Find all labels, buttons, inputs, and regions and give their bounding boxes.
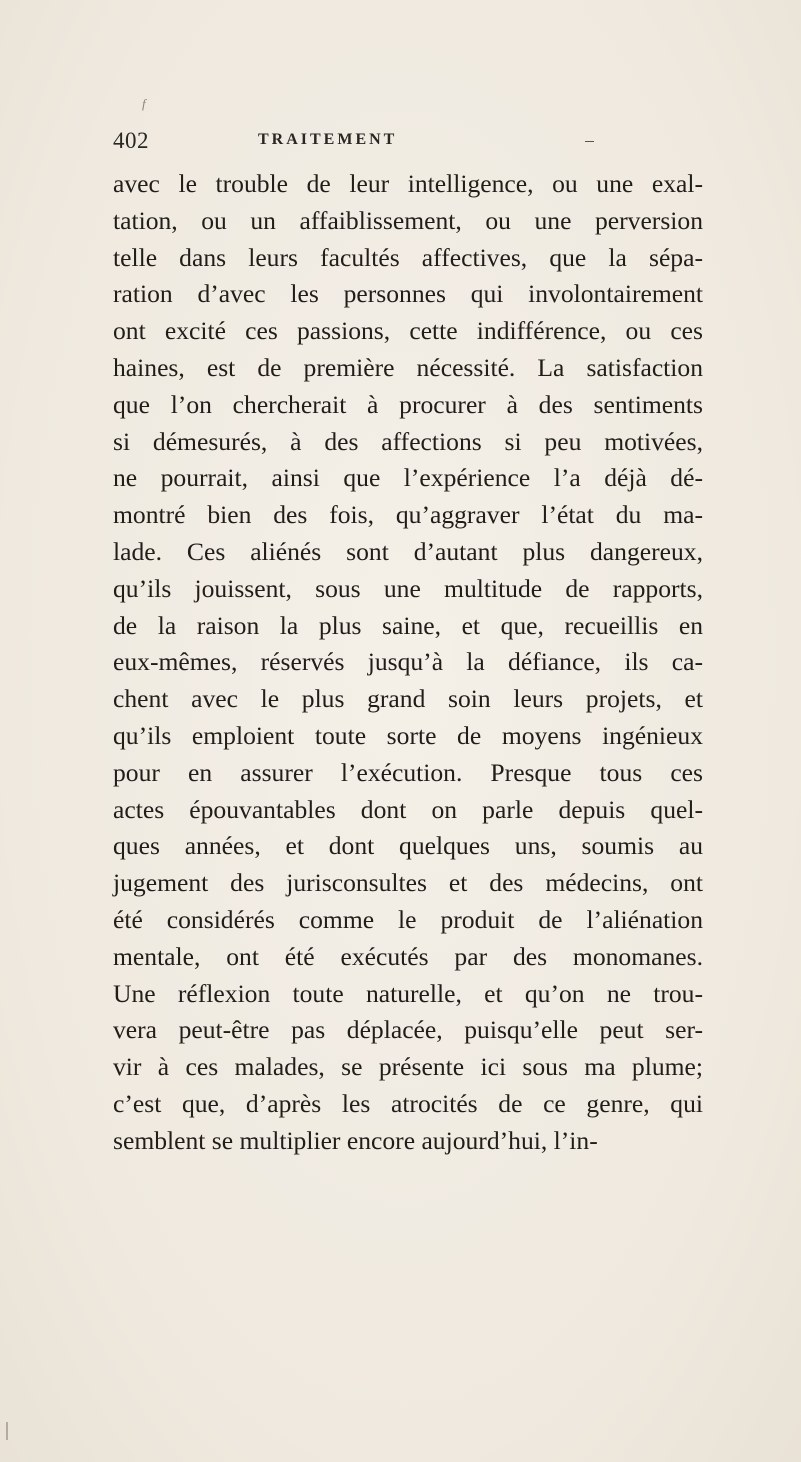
text-line: montré bien des fois, qu’aggraver l’état du ma- xyxy=(113,500,703,530)
text-line: ques années, et dont quelques uns, soumis au xyxy=(113,831,703,861)
text-line: telle dans leurs facultés affectives, que la sépa- xyxy=(113,242,703,272)
text-line: ration d’avec les personnes qui involontairement xyxy=(113,279,703,309)
header-dash xyxy=(585,141,594,142)
text-line: de la raison la plus saine, et que, recueillis en xyxy=(113,610,703,640)
text-line: que l’on chercherait à procurer à des sentiments xyxy=(113,389,703,419)
text-line: vir à ces malades, se présente ici sous ma plume; xyxy=(113,1052,703,1082)
text-line: tation, ou un affaiblissement, ou une perversion xyxy=(113,205,703,235)
text-line: si démesurés, à des affections si peu motivées, xyxy=(113,426,703,456)
text-line: lade. Ces aliénés sont d’autant plus dangereux, xyxy=(113,536,703,566)
text-line: mentale, ont été exécutés par des monomanes. xyxy=(113,941,703,971)
text-line: Une réflexion toute naturelle, et qu’on ne trou- xyxy=(113,978,703,1008)
text-line: haines, est de première nécessité. La satisfaction xyxy=(113,352,703,382)
text-line: été considérés comme le produit de l’aliénation xyxy=(113,904,703,934)
text-line: actes épouvantables dont on parle depuis quel- xyxy=(113,794,703,824)
text-line: c’est que, d’après les atrocités de ce genre, qui xyxy=(113,1088,703,1118)
page-edge-mark xyxy=(6,1422,8,1440)
text-line: qu’ils jouissent, sous une multitude de rapports, xyxy=(113,573,703,603)
text-line: avec le trouble de leur intelligence, ou une exal- xyxy=(113,169,703,198)
text-line: jugement des jurisconsultes et des médecins, ont xyxy=(113,868,703,898)
page-number: 402 xyxy=(113,128,149,153)
running-head: TRAITEMENT xyxy=(258,131,398,148)
text-line: chent avec le plus grand soin leurs projets, et xyxy=(113,684,703,714)
text-line: semblent se multiplier encore aujourd’hui, l’in- xyxy=(113,1125,598,1155)
text-line: ne pourrait, ainsi que l’expérience l’a déjà dé- xyxy=(113,463,703,493)
text-line: ont excité ces passions, cette indifférence, ou ces xyxy=(113,316,703,346)
text-line: vera peut-être pas déplacée, puisqu’elle peut ser- xyxy=(113,1015,703,1045)
text-line: pour en assurer l’exécution. Presque tous ces xyxy=(113,757,703,787)
page-header xyxy=(113,128,693,158)
text-line: qu’ils emploient toute sorte de moyens ingénieux xyxy=(113,720,703,750)
page-mark: f xyxy=(142,96,146,111)
body-text xyxy=(113,166,703,1160)
text-line: eux-mêmes, réservés jusqu’à la défiance, ils ca- xyxy=(113,647,703,677)
